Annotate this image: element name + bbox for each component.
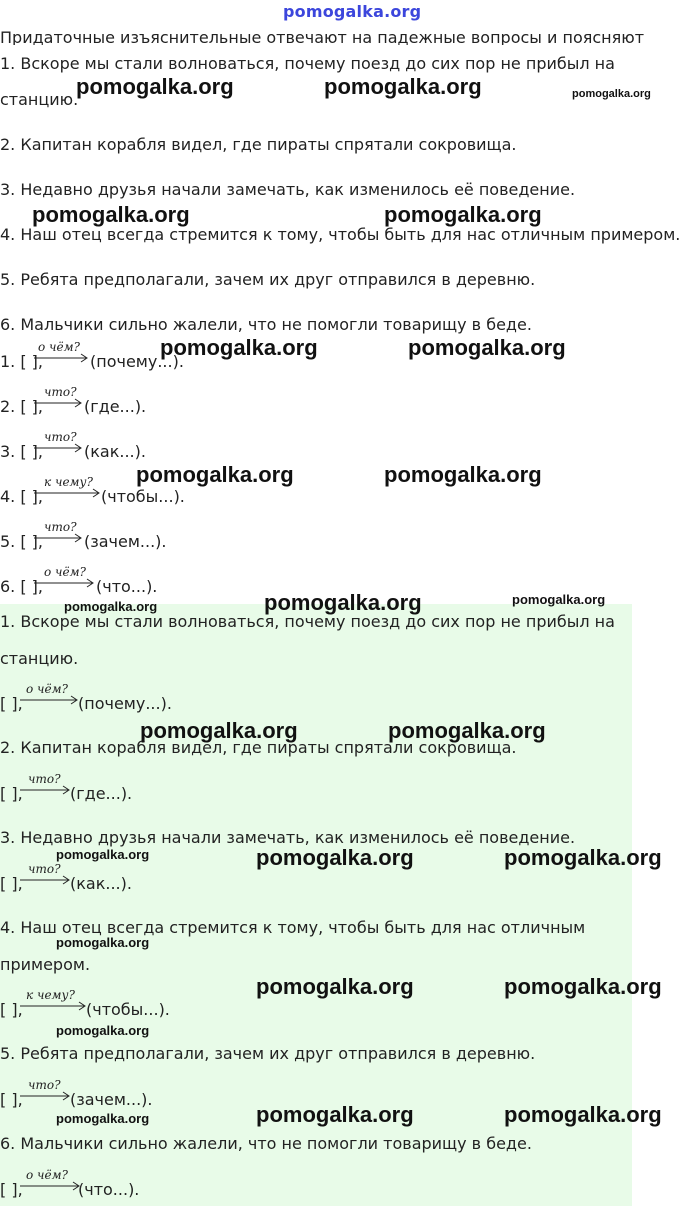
scheme-question: что?	[28, 1078, 61, 1092]
scheme-prefix: 6. [ ],	[0, 577, 44, 596]
scheme-suffix: (что...).	[96, 577, 158, 596]
watermark: pomogalka.org	[64, 599, 158, 614]
arrow-icon	[34, 579, 96, 587]
scheme-suffix: (чтобы...).	[86, 1000, 170, 1019]
watermark: pomogalka.org	[408, 335, 566, 360]
scheme-question: к чему?	[44, 475, 93, 489]
task-sentence-3: 3. Недавно друзья начали замечать, как изменилось её поведение.	[0, 180, 576, 199]
scheme-prefix: [ ],	[0, 784, 23, 803]
arrow-icon	[34, 354, 90, 362]
scheme-suffix: (чтобы...).	[101, 487, 185, 506]
watermark: pomogalka.org	[56, 847, 150, 862]
watermark: pomogalka.org	[76, 74, 234, 99]
scheme-question: о чём?	[38, 340, 80, 354]
scheme-suffix: (где...).	[84, 397, 147, 416]
watermark: pomogalka.org	[512, 592, 606, 607]
answer-sentence-1-cont: станцию.	[0, 649, 79, 668]
watermark: pomogalka.org	[324, 74, 482, 99]
answer-sentence-2: 2. Капитан корабля видел, где пираты спрятали сокровища.	[0, 738, 517, 757]
scheme-prefix: 4. [ ],	[0, 487, 44, 506]
scheme-prefix: 1. [ ],	[0, 352, 44, 371]
scheme-question: о чём?	[26, 1168, 68, 1182]
scheme-suffix: (почему...).	[78, 694, 172, 713]
arrow-icon	[20, 1002, 88, 1010]
task-sentence-2: 2. Капитан корабля видел, где пираты спрятали сокровища.	[0, 135, 517, 154]
intro-cut-text: Придаточные изъяснительные отвечают на падежные вопросы и поясняют	[0, 28, 645, 45]
scheme-prefix: 3. [ ],	[0, 442, 44, 461]
watermark: pomogalka.org	[56, 935, 150, 950]
watermark: pomogalka.org	[504, 974, 662, 999]
scheme-question: что?	[28, 862, 61, 876]
watermark: pomogalka.org	[136, 462, 294, 487]
scheme-suffix: (где...).	[70, 784, 133, 803]
watermark: pomogalka.org	[384, 462, 542, 487]
watermark: pomogalka.org	[256, 845, 414, 870]
scheme-question: о чём?	[26, 682, 68, 696]
scheme-question: о чём?	[44, 565, 86, 579]
scheme-suffix: (зачем...).	[84, 532, 167, 551]
watermark: pomogalka.org	[504, 1102, 662, 1127]
arrow-icon	[20, 786, 72, 794]
watermark: pomogalka.org	[504, 845, 662, 870]
watermark: pomogalka.org	[56, 1023, 150, 1038]
watermark: pomogalka.org	[32, 202, 190, 227]
task-sentence-5: 5. Ребята предполагали, зачем их друг отправился в деревню.	[0, 270, 536, 289]
scheme-question: к чему?	[26, 988, 75, 1002]
scheme-prefix: [ ],	[0, 1180, 23, 1199]
watermark: pomogalka.org	[140, 718, 298, 743]
watermark: pomogalka.org	[264, 590, 422, 615]
scheme-question: что?	[44, 430, 77, 444]
watermark: pomogalka.org	[256, 974, 414, 999]
scheme-question: что?	[44, 385, 77, 399]
scheme-suffix: (зачем...).	[70, 1090, 153, 1109]
scheme-prefix: 5. [ ],	[0, 532, 44, 551]
scheme-question: что?	[44, 520, 77, 534]
arrow-icon	[20, 1092, 72, 1100]
scheme-prefix: [ ],	[0, 1090, 23, 1109]
arrow-icon	[34, 399, 84, 407]
watermark: pomogalka.org	[384, 202, 542, 227]
task-sentence-4: 4. Наш отец всегда стремится к тому, чтобы быть для нас отличным примером.	[0, 225, 680, 244]
arrow-icon	[20, 1182, 82, 1190]
scheme-suffix: (что...).	[78, 1180, 140, 1199]
arrow-icon	[20, 876, 72, 884]
arrow-icon	[34, 534, 84, 542]
task-sentence-1-cont: станцию.	[0, 90, 79, 109]
arrow-icon	[34, 489, 102, 497]
watermark: pomogalka.org	[256, 1102, 414, 1127]
watermark: pomogalka.org	[56, 1111, 150, 1126]
task-sentence-6: 6. Мальчики сильно жалели, что не помогли товарищу в беде.	[0, 315, 532, 334]
site-logo[interactable]: pomogalka.org	[283, 2, 422, 21]
scheme-prefix: [ ],	[0, 874, 23, 893]
answer-sentence-6: 6. Мальчики сильно жалели, что не помогли товарищу в беде.	[0, 1134, 532, 1153]
watermark: pomogalka.org	[572, 88, 651, 100]
scheme-suffix: (почему...).	[90, 352, 184, 371]
task-sentence-1: 1. Вскоре мы стали волноваться, почему поезд до сих пор не прибыл на	[0, 54, 615, 73]
scheme-prefix: [ ],	[0, 1000, 23, 1019]
answer-sentence-1: 1. Вскоре мы стали волноваться, почему поезд до сих пор не прибыл на	[0, 612, 615, 631]
answer-sentence-4: 4. Наш отец всегда стремится к тому, чтобы быть для нас отличным	[0, 918, 586, 937]
scheme-question: что?	[28, 772, 61, 786]
watermark: pomogalka.org	[160, 335, 318, 360]
scheme-suffix: (как...).	[70, 874, 132, 893]
answer-sentence-5: 5. Ребята предполагали, зачем их друг отправился в деревню.	[0, 1044, 536, 1063]
arrow-icon	[34, 444, 84, 452]
answer-sentence-3: 3. Недавно друзья начали замечать, как изменилось её поведение.	[0, 828, 576, 847]
scheme-prefix: 2. [ ],	[0, 397, 44, 416]
arrow-icon	[20, 696, 80, 704]
scheme-prefix: [ ],	[0, 694, 23, 713]
scheme-suffix: (как...).	[84, 442, 146, 461]
watermark: pomogalka.org	[388, 718, 546, 743]
answer-sentence-4-cont: примером.	[0, 955, 91, 974]
